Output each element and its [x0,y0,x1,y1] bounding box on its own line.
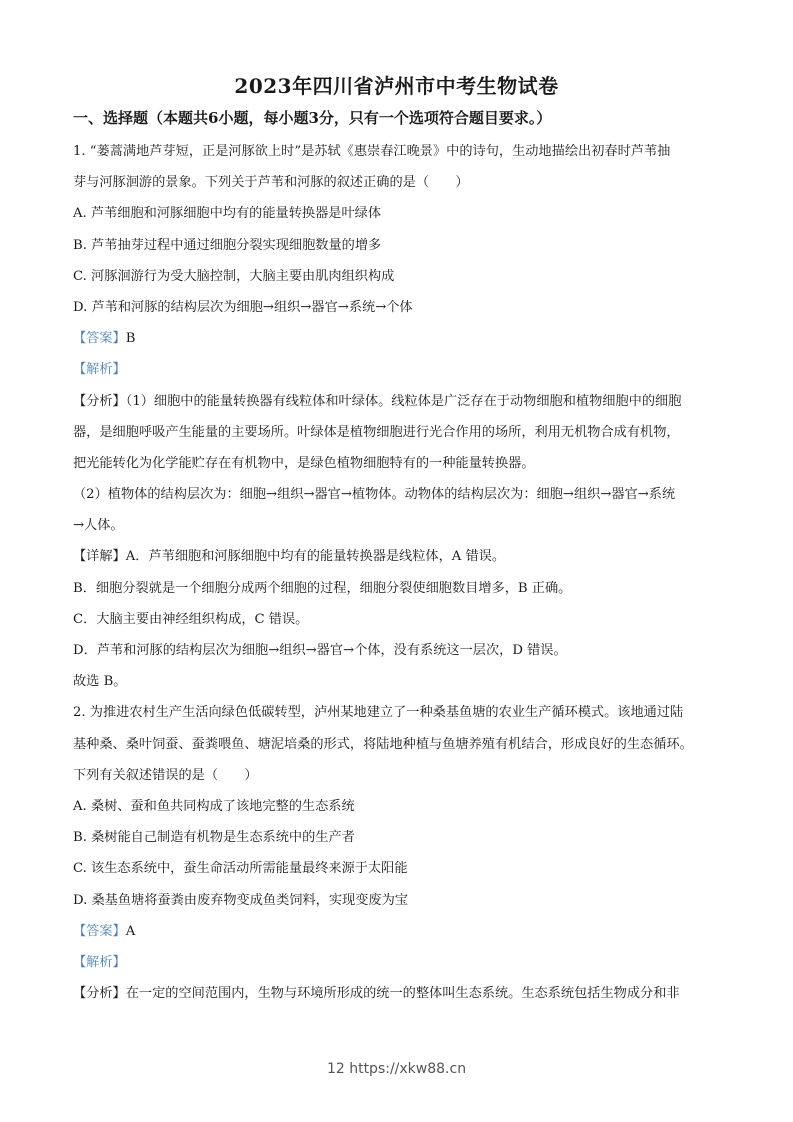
analysis-line [73,358,723,389]
document-body [73,140,723,1013]
analysis-label: 【分析】 [73,393,126,409]
detail-line: C．大脑主要由神经组织构成，C 错误。 [73,611,309,627]
section-heading: 一、选择题（本题共6小题，每小题3分，只有一个选项符合题目要求。） [73,109,552,127]
analysis-line [73,951,723,982]
answer-tag: 【答案】 [73,331,126,347]
analysis-tag: 【解析】 [73,362,126,378]
exam-title: 2023年四川省泸州市中考生物试卷 [234,74,559,98]
answer-value: B [125,331,136,347]
option-a: A. 芦苇细胞和河豚细胞中均有的能量转换器是叶绿体 [73,206,382,222]
page-footer: 12 https://xkw88.cn [326,1061,467,1077]
analysis-label: 【分析】 [73,986,126,1002]
detail-text: A．芦苇细胞和河豚细胞中均有的能量转换器是线粒体，A 错误。 [125,549,506,565]
question-stem-line: 下列有关叙述错误的是（ ） [73,767,258,783]
detail-line: D．芦苇和河豚的结构层次为细胞→组织→器官→个体，没有系统这一层次，D 错误。 [73,643,567,658]
option-b: B. 芦苇抽芽过程中通过细胞分裂实现细胞数量的增多 [73,237,382,253]
analysis-text: 在一定的空间范围内，生物与环境所形成的统一的整体叫生态系统。生态系统包括生物成分和非 [125,986,680,1002]
analysis-text-line [73,982,723,1013]
answer-value: A [125,923,136,939]
option-c: C. 河豚洄游行为受大脑控制，大脑主要由肌肉组织构成 [73,268,395,284]
option-d: D. 芦苇和河豚的结构层次为细胞→组织→器官→系统→个体 [73,299,413,315]
detail-line [73,545,723,576]
option-c: C. 该生态系统中，蚕生命活动所需能量最终来源于太阳能 [73,861,408,877]
question-1 [73,140,723,701]
question-stem-line: 2. 为推进农村生产生活向绿色低碳转型，泸州某地建立了一种桑基鱼塘的农业生产循环模式。该地通过陆 [73,705,684,721]
detail-label: 【详解】 [73,549,126,565]
option-b: B. 桑树能自己制造有机物是生态系统中的生产者 [73,830,355,846]
answer-line [73,920,723,951]
answer-tag: 【答案】 [73,923,126,939]
answer-line [73,327,723,358]
analysis-text-line: （2）植物体的结构层次为：细胞→组织→器官→植物体。动物体的结构层次为：细胞→组织→器官→系统 [73,487,676,503]
question-stem-line: 芽与河豚洄游的景象。下列关于芦苇和河豚的叙述正确的是（ ） [73,175,469,191]
analysis-text-line: 把光能转化为化学能贮存在有机物中，是绿色植物细胞特有的一种能量转换器。 [73,455,535,471]
question-stem-line: 1. “蒌蒿满地芦芽短，正是河豚欲上时”是苏轼《惠崇春江晚景》中的诗句，生动地描绘出初春时芦苇抽 [73,144,671,159]
analysis-text: （1）细胞中的能量转换器有线粒体和叶绿体。线粒体是广泛存在于动物细胞和植物细胞中的细胞 [125,393,682,409]
analysis-text-line: →人体。 [73,518,124,534]
analysis-tag: 【解析】 [73,954,126,970]
option-d: D. 桑基鱼塘将蚕粪由废弃物变成鱼类饲料，实现变废为宝 [73,892,408,908]
question-stem-line: 基种桑、桑叶饲蚕、蚕粪喂鱼、塘泥培桑的形式，将陆地种植与鱼塘养殖有机结合，形成良好的生态循环。 [73,736,693,752]
option-a: A. 桑树、蚕和鱼共同构成了该地完整的生态系统 [73,798,355,814]
detail-line: B．细胞分裂就是一个细胞分成两个细胞的过程，细胞分裂使细胞数目增多，B 正确。 [73,580,572,596]
question-2 [73,701,723,1013]
analysis-text-line [73,390,723,421]
conclusion-line: 故选 B。 [73,674,127,690]
analysis-text-line: 器，是细胞呼吸产生能量的主要场所。叶绿体是植物细胞进行光合作用的场所，利用无机物合成有机物， [73,424,680,440]
